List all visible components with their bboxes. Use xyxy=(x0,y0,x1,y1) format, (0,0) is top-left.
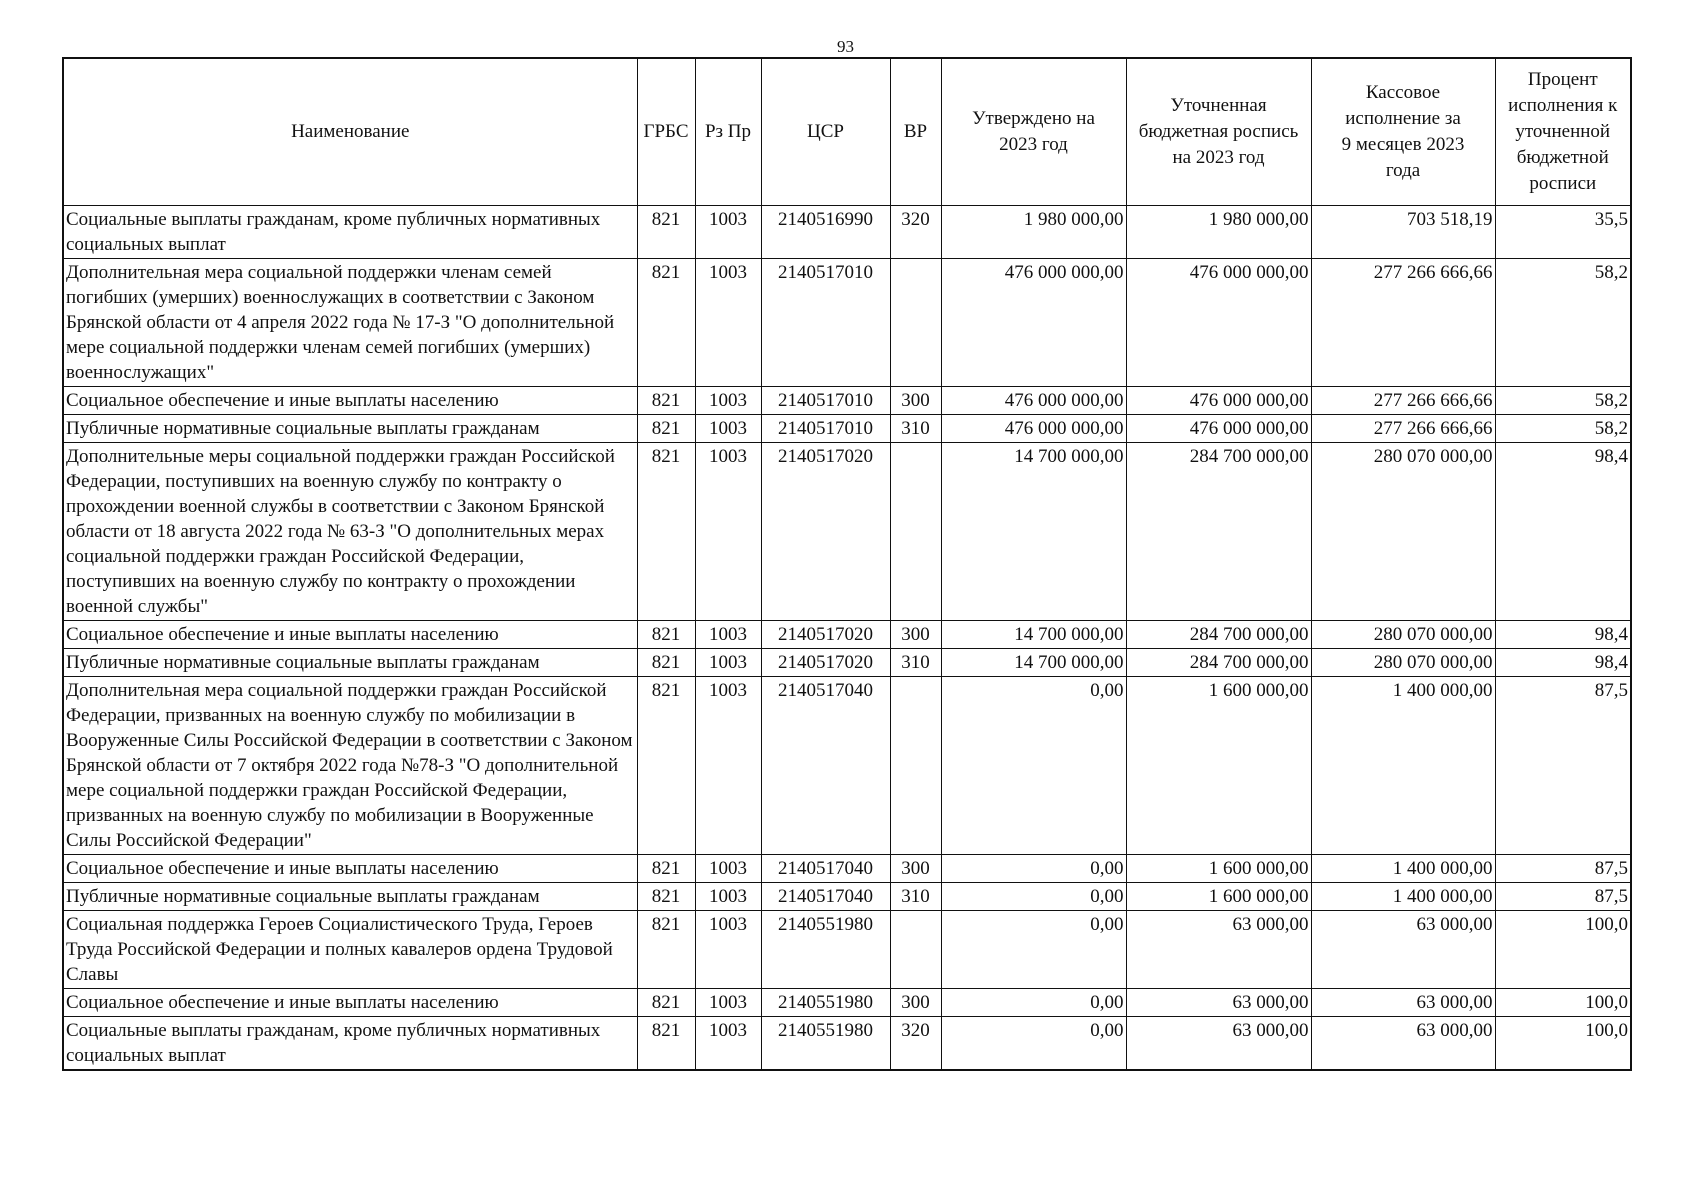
cell-cash: 277 266 666,66 xyxy=(1311,387,1495,415)
cell-cash: 63 000,00 xyxy=(1311,911,1495,989)
table-row xyxy=(63,1017,1631,1071)
table-row xyxy=(63,911,1631,989)
cell-percent: 100,0 xyxy=(1495,989,1631,1017)
table-row xyxy=(63,259,1631,387)
cell-refined: 284 700 000,00 xyxy=(1126,443,1311,621)
cell-grbs: 821 xyxy=(637,387,695,415)
cell-approved: 0,00 xyxy=(941,989,1126,1017)
cell-refined: 284 700 000,00 xyxy=(1126,649,1311,677)
cell-csr: 2140517040 xyxy=(761,677,890,855)
cell-csr: 2140517040 xyxy=(761,883,890,911)
cell-name: Социальная поддержка Героев Социалистического Труда, Героев Труда Российской Федерации и полных кавалеров ордена Трудовой Славы xyxy=(63,911,637,989)
table-row xyxy=(63,677,1631,855)
cell-percent: 87,5 xyxy=(1495,855,1631,883)
table-body xyxy=(63,206,1631,1071)
cell-name: Социальное обеспечение и иные выплаты населению xyxy=(63,621,637,649)
cell-csr: 2140517010 xyxy=(761,415,890,443)
cell-approved: 476 000 000,00 xyxy=(941,415,1126,443)
header-vr: ВР xyxy=(890,58,941,206)
cell-refined: 63 000,00 xyxy=(1126,911,1311,989)
cell-vr: 320 xyxy=(890,1017,941,1071)
table-row xyxy=(63,621,1631,649)
cell-refined: 1 600 000,00 xyxy=(1126,677,1311,855)
cell-refined: 476 000 000,00 xyxy=(1126,259,1311,387)
cell-name: Социальные выплаты гражданам, кроме публичных нормативных социальных выплат xyxy=(63,206,637,259)
table-row xyxy=(63,206,1631,259)
cell-refined: 476 000 000,00 xyxy=(1126,415,1311,443)
table-row xyxy=(63,443,1631,621)
cell-rzpr: 1003 xyxy=(695,911,761,989)
cell-name: Публичные нормативные социальные выплаты гражданам xyxy=(63,649,637,677)
cell-approved: 0,00 xyxy=(941,911,1126,989)
cell-rzpr: 1003 xyxy=(695,649,761,677)
cell-percent: 58,2 xyxy=(1495,415,1631,443)
cell-cash: 277 266 666,66 xyxy=(1311,415,1495,443)
cell-csr: 2140517020 xyxy=(761,443,890,621)
cell-rzpr: 1003 xyxy=(695,387,761,415)
cell-refined: 476 000 000,00 xyxy=(1126,387,1311,415)
cell-csr: 2140516990 xyxy=(761,206,890,259)
cell-percent: 87,5 xyxy=(1495,677,1631,855)
cell-csr: 2140517010 xyxy=(761,387,890,415)
cell-rzpr: 1003 xyxy=(695,883,761,911)
cell-rzpr: 1003 xyxy=(695,206,761,259)
cell-refined: 1 600 000,00 xyxy=(1126,855,1311,883)
cell-percent: 58,2 xyxy=(1495,387,1631,415)
cell-grbs: 821 xyxy=(637,911,695,989)
cell-cash: 277 266 666,66 xyxy=(1311,259,1495,387)
cell-grbs: 821 xyxy=(637,621,695,649)
table-row xyxy=(63,387,1631,415)
table-row xyxy=(63,883,1631,911)
cell-cash: 63 000,00 xyxy=(1311,1017,1495,1071)
cell-vr: 310 xyxy=(890,415,941,443)
cell-approved: 14 700 000,00 xyxy=(941,621,1126,649)
cell-grbs: 821 xyxy=(637,677,695,855)
cell-refined: 1 600 000,00 xyxy=(1126,883,1311,911)
cell-cash: 280 070 000,00 xyxy=(1311,621,1495,649)
cell-rzpr: 1003 xyxy=(695,443,761,621)
cell-rzpr: 1003 xyxy=(695,855,761,883)
cell-cash: 280 070 000,00 xyxy=(1311,649,1495,677)
cell-grbs: 821 xyxy=(637,883,695,911)
header-grbs: ГРБС xyxy=(637,58,695,206)
cell-vr: 300 xyxy=(890,387,941,415)
cell-percent: 98,4 xyxy=(1495,621,1631,649)
cell-approved: 476 000 000,00 xyxy=(941,387,1126,415)
cell-grbs: 821 xyxy=(637,855,695,883)
cell-cash: 1 400 000,00 xyxy=(1311,677,1495,855)
cell-name: Дополнительная мера социальной поддержки членам семей погибших (умерших) военнослужащих в соответствии с Законом Брянской области от 4 апреля 2022 года № 17-З "О дополнительной мере социальной поддержки членам семей погибших (умерших) военнослужащих" xyxy=(63,259,637,387)
header-csr: ЦСР xyxy=(761,58,890,206)
cell-approved: 1 980 000,00 xyxy=(941,206,1126,259)
cell-vr: 320 xyxy=(890,206,941,259)
cell-approved: 14 700 000,00 xyxy=(941,649,1126,677)
cell-rzpr: 1003 xyxy=(695,259,761,387)
cell-vr: 300 xyxy=(890,989,941,1017)
header-refined: Уточненная бюджетная роспись на 2023 год xyxy=(1126,58,1311,206)
table-row xyxy=(63,649,1631,677)
cell-csr: 2140551980 xyxy=(761,989,890,1017)
cell-rzpr: 1003 xyxy=(695,989,761,1017)
cell-percent: 35,5 xyxy=(1495,206,1631,259)
cell-percent: 100,0 xyxy=(1495,911,1631,989)
cell-name: Дополнительная мера социальной поддержки граждан Российской Федерации, призванных на военную службу по мобилизации в Вооруженные Силы Российской Федерации в соответствии с Законом Брянской области от 7 октября 2022 года №78-З "О дополнительной мере социальной поддержки граждан Российской Федерации, призванных на военную службу по мобилизации в Вооруженные Силы Российской Федерации" xyxy=(63,677,637,855)
cell-grbs: 821 xyxy=(637,415,695,443)
page-number: 93 xyxy=(837,37,854,56)
cell-grbs: 821 xyxy=(637,443,695,621)
cell-csr: 2140517020 xyxy=(761,621,890,649)
header-rzpr: Рз Пр xyxy=(695,58,761,206)
cell-rzpr: 1003 xyxy=(695,677,761,855)
cell-grbs: 821 xyxy=(637,206,695,259)
cell-approved: 0,00 xyxy=(941,855,1126,883)
header-percent: Процент исполнения к уточненной бюджетной росписи xyxy=(1495,58,1631,206)
cell-percent: 58,2 xyxy=(1495,259,1631,387)
cell-csr: 2140517040 xyxy=(761,855,890,883)
cell-approved: 0,00 xyxy=(941,677,1126,855)
header-name: Наименование xyxy=(63,58,637,206)
cell-percent: 87,5 xyxy=(1495,883,1631,911)
cell-percent: 98,4 xyxy=(1495,443,1631,621)
cell-percent: 100,0 xyxy=(1495,1017,1631,1071)
budget-table xyxy=(62,57,1632,1071)
table-row xyxy=(63,415,1631,443)
cell-vr: 300 xyxy=(890,855,941,883)
cell-grbs: 821 xyxy=(637,649,695,677)
cell-vr: 300 xyxy=(890,621,941,649)
cell-name: Социальное обеспечение и иные выплаты населению xyxy=(63,855,637,883)
cell-cash: 63 000,00 xyxy=(1311,989,1495,1017)
cell-cash: 1 400 000,00 xyxy=(1311,883,1495,911)
header-cash: Кассовое исполнение за 9 месяцев 2023 года xyxy=(1311,58,1495,206)
table-header-row xyxy=(63,58,1631,206)
cell-vr: 310 xyxy=(890,883,941,911)
cell-cash: 703 518,19 xyxy=(1311,206,1495,259)
cell-name: Дополнительные меры социальной поддержки граждан Российской Федерации, поступивших на военную службу по контракту о прохождении военной службы в соответствии с Законом Брянской области от 18 августа 2022 года № 63-З "О дополнительных мерах социальной поддержки граждан Российской Федерации, поступивших на военную службу по контракту о прохождении военной службы" xyxy=(63,443,637,621)
cell-name: Социальные выплаты гражданам, кроме публичных нормативных социальных выплат xyxy=(63,1017,637,1071)
cell-rzpr: 1003 xyxy=(695,621,761,649)
cell-approved: 0,00 xyxy=(941,1017,1126,1071)
cell-percent: 98,4 xyxy=(1495,649,1631,677)
cell-approved: 14 700 000,00 xyxy=(941,443,1126,621)
cell-grbs: 821 xyxy=(637,1017,695,1071)
cell-csr: 2140551980 xyxy=(761,1017,890,1071)
cell-vr xyxy=(890,677,941,855)
cell-csr: 2140517010 xyxy=(761,259,890,387)
cell-rzpr: 1003 xyxy=(695,1017,761,1071)
cell-refined: 284 700 000,00 xyxy=(1126,621,1311,649)
table-row xyxy=(63,855,1631,883)
cell-vr xyxy=(890,259,941,387)
cell-name: Социальное обеспечение и иные выплаты населению xyxy=(63,387,637,415)
cell-approved: 476 000 000,00 xyxy=(941,259,1126,387)
cell-refined: 63 000,00 xyxy=(1126,989,1311,1017)
cell-vr xyxy=(890,443,941,621)
cell-name: Публичные нормативные социальные выплаты гражданам xyxy=(63,415,637,443)
cell-refined: 63 000,00 xyxy=(1126,1017,1311,1071)
cell-approved: 0,00 xyxy=(941,883,1126,911)
cell-cash: 280 070 000,00 xyxy=(1311,443,1495,621)
cell-vr: 310 xyxy=(890,649,941,677)
cell-cash: 1 400 000,00 xyxy=(1311,855,1495,883)
cell-grbs: 821 xyxy=(637,259,695,387)
cell-vr xyxy=(890,911,941,989)
header-approved: Утверждено на 2023 год xyxy=(941,58,1126,206)
cell-name: Публичные нормативные социальные выплаты гражданам xyxy=(63,883,637,911)
cell-grbs: 821 xyxy=(637,989,695,1017)
cell-csr: 2140517020 xyxy=(761,649,890,677)
cell-refined: 1 980 000,00 xyxy=(1126,206,1311,259)
table-row xyxy=(63,989,1631,1017)
cell-rzpr: 1003 xyxy=(695,415,761,443)
cell-csr: 2140551980 xyxy=(761,911,890,989)
cell-name: Социальное обеспечение и иные выплаты населению xyxy=(63,989,637,1017)
